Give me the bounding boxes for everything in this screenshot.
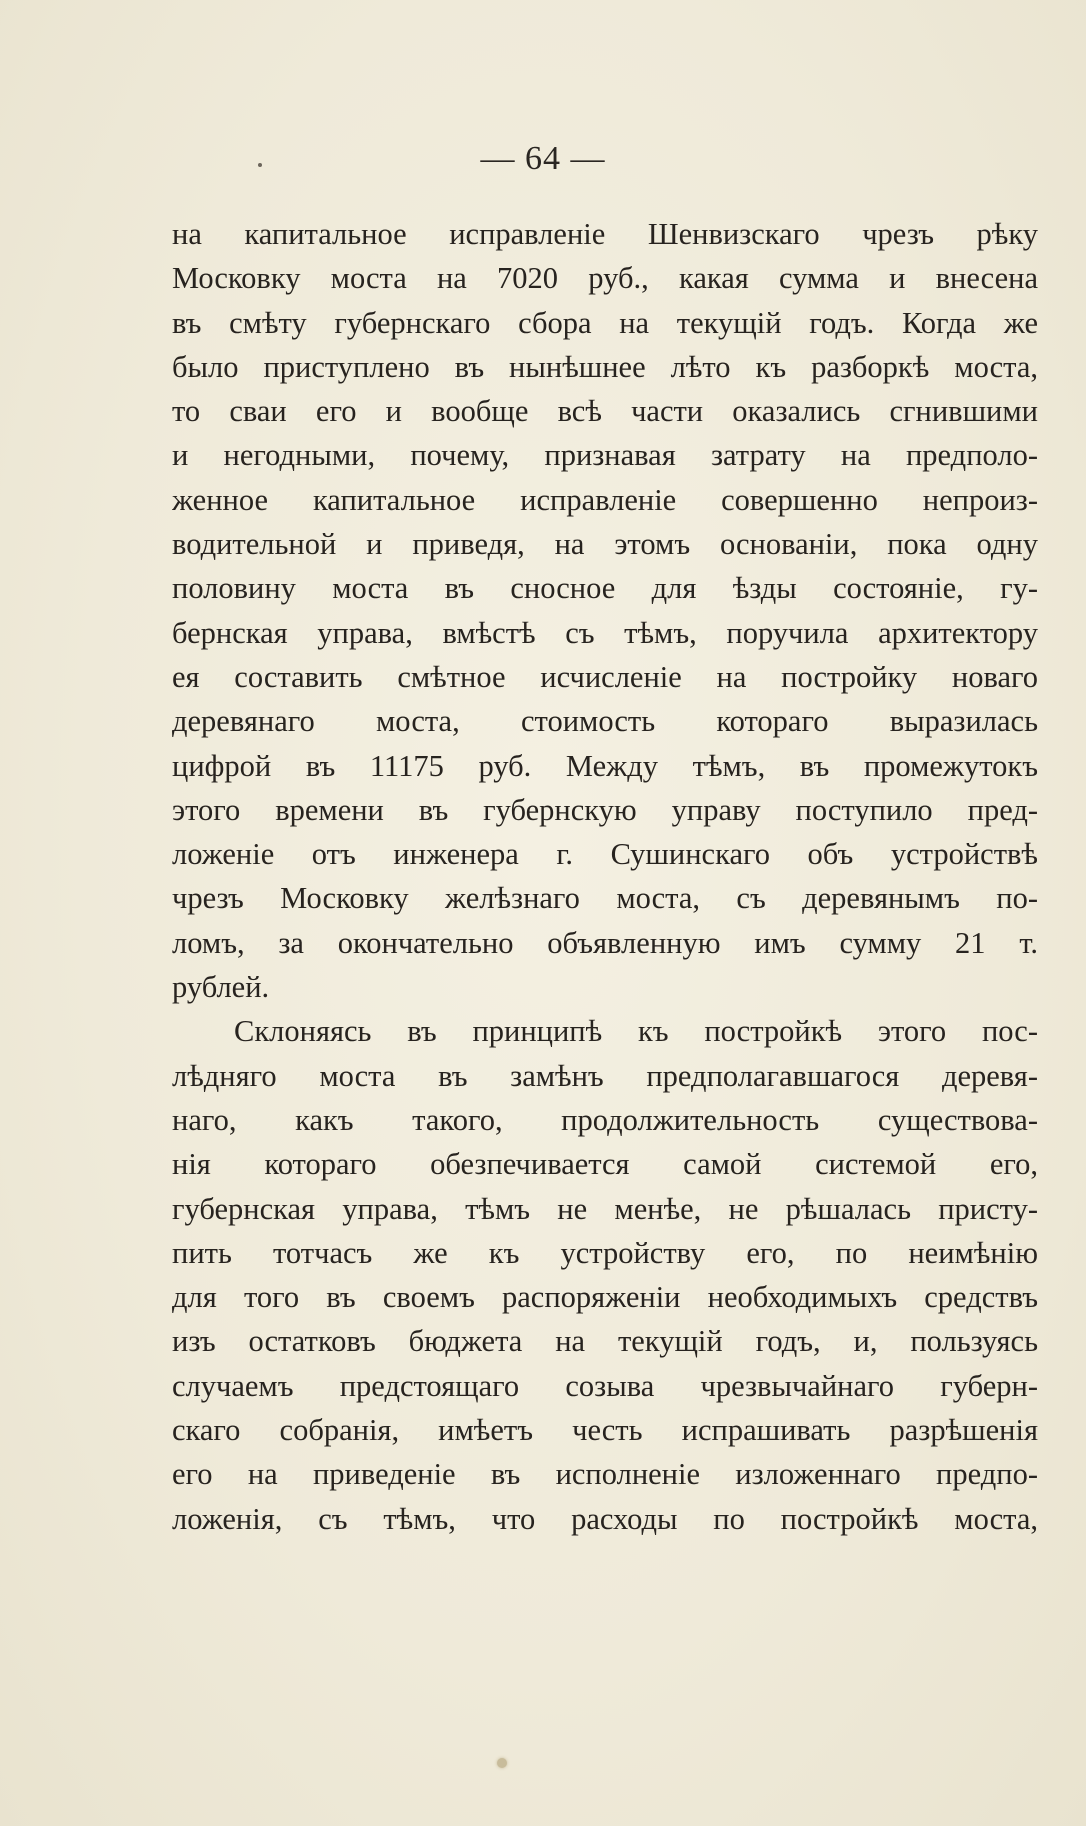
- text-line: деревянаго моста, стоимость котораго выразилась: [172, 704, 1038, 739]
- text-line: для того въ своемъ распоряженіи необходимыхъ средствъ: [172, 1280, 1038, 1315]
- text-line: ложенія, съ тѣмъ, что расходы по постройкѣ моста,: [172, 1501, 1038, 1536]
- text-line: скаго собранія, имѣетъ честь испрашивать разрѣшенія: [172, 1413, 1038, 1448]
- text-line: случаемъ предстоящаго созыва чрезвычайнаго губерн-: [172, 1368, 1038, 1403]
- text-line: Склоняясь въ принципѣ къ постройкѣ этого пос-: [234, 1014, 1038, 1049]
- body-text: [172, 212, 1038, 1541]
- text-line: водительной и приведя, на этомъ основаніи, пока одну: [172, 527, 1038, 562]
- text-line: пить тотчасъ же къ устройству его, по неимѣнію: [172, 1235, 1038, 1270]
- text-line: то сваи его и вообще всѣ части оказались сгнившими: [172, 394, 1038, 429]
- text-line: лѣдняго моста въ замѣнъ предполагавшагося деревя-: [172, 1058, 1038, 1093]
- text-line: половину моста въ сносное для ѣзды состояніе, гу-: [172, 571, 1038, 606]
- ink-spot: [497, 1758, 507, 1768]
- text-line: ложеніе отъ инженера г. Сушинскаго объ устройствѣ: [172, 837, 1038, 872]
- text-line: бернская управа, вмѣстѣ съ тѣмъ, поручила архитектору: [172, 615, 1038, 650]
- page-number: — 64 —: [480, 140, 606, 177]
- text-line: цифрой въ 11175 руб. Между тѣмъ, въ промежутокъ: [172, 748, 1038, 783]
- text-line: и негодными, почему, признавая затрату на предполо-: [172, 438, 1038, 473]
- text-line: губернская управа, тѣмъ не менѣе, не рѣшалась присту-: [172, 1191, 1038, 1226]
- paragraph-2: [172, 1009, 1038, 1541]
- text-line: Московку моста на 7020 руб., какая сумма и внесена: [172, 261, 1038, 296]
- text-line: женное капитальное исправленіе совершенно непроиз-: [172, 482, 1038, 517]
- text-line: ея составить смѣтное исчисленіе на постройку новаго: [172, 659, 1038, 694]
- text-line: на капитальное исправленіе Шенвизскаго чрезъ рѣку: [172, 217, 1038, 251]
- text-line: чрезъ Московку желѣзнаго моста, съ деревянымъ по-: [172, 881, 1038, 916]
- text-line: было приступлено въ нынѣшнее лѣто къ разборкѣ моста,: [172, 349, 1038, 384]
- text-line: этого времени въ губернскую управу поступило пред-: [172, 792, 1038, 827]
- text-line: нія котораго обезпечивается самой системой его,: [172, 1147, 1038, 1182]
- paragraph-1: [172, 212, 1038, 1009]
- text-line: его на приведеніе въ исполненіе изложеннаго предпо-: [172, 1457, 1038, 1492]
- text-line: рублей.: [172, 970, 270, 1005]
- text-line: изъ остатковъ бюджета на текущій годъ, и, пользуясь: [172, 1324, 1038, 1359]
- text-line: въ смѣту губернскаго сбора на текущій годъ. Когда же: [172, 305, 1038, 340]
- text-line: наго, какъ такого, продолжительность существова-: [172, 1102, 1038, 1137]
- text-line: ломъ, за окончательно объявленную имъ сумму 21 т.: [172, 925, 1038, 960]
